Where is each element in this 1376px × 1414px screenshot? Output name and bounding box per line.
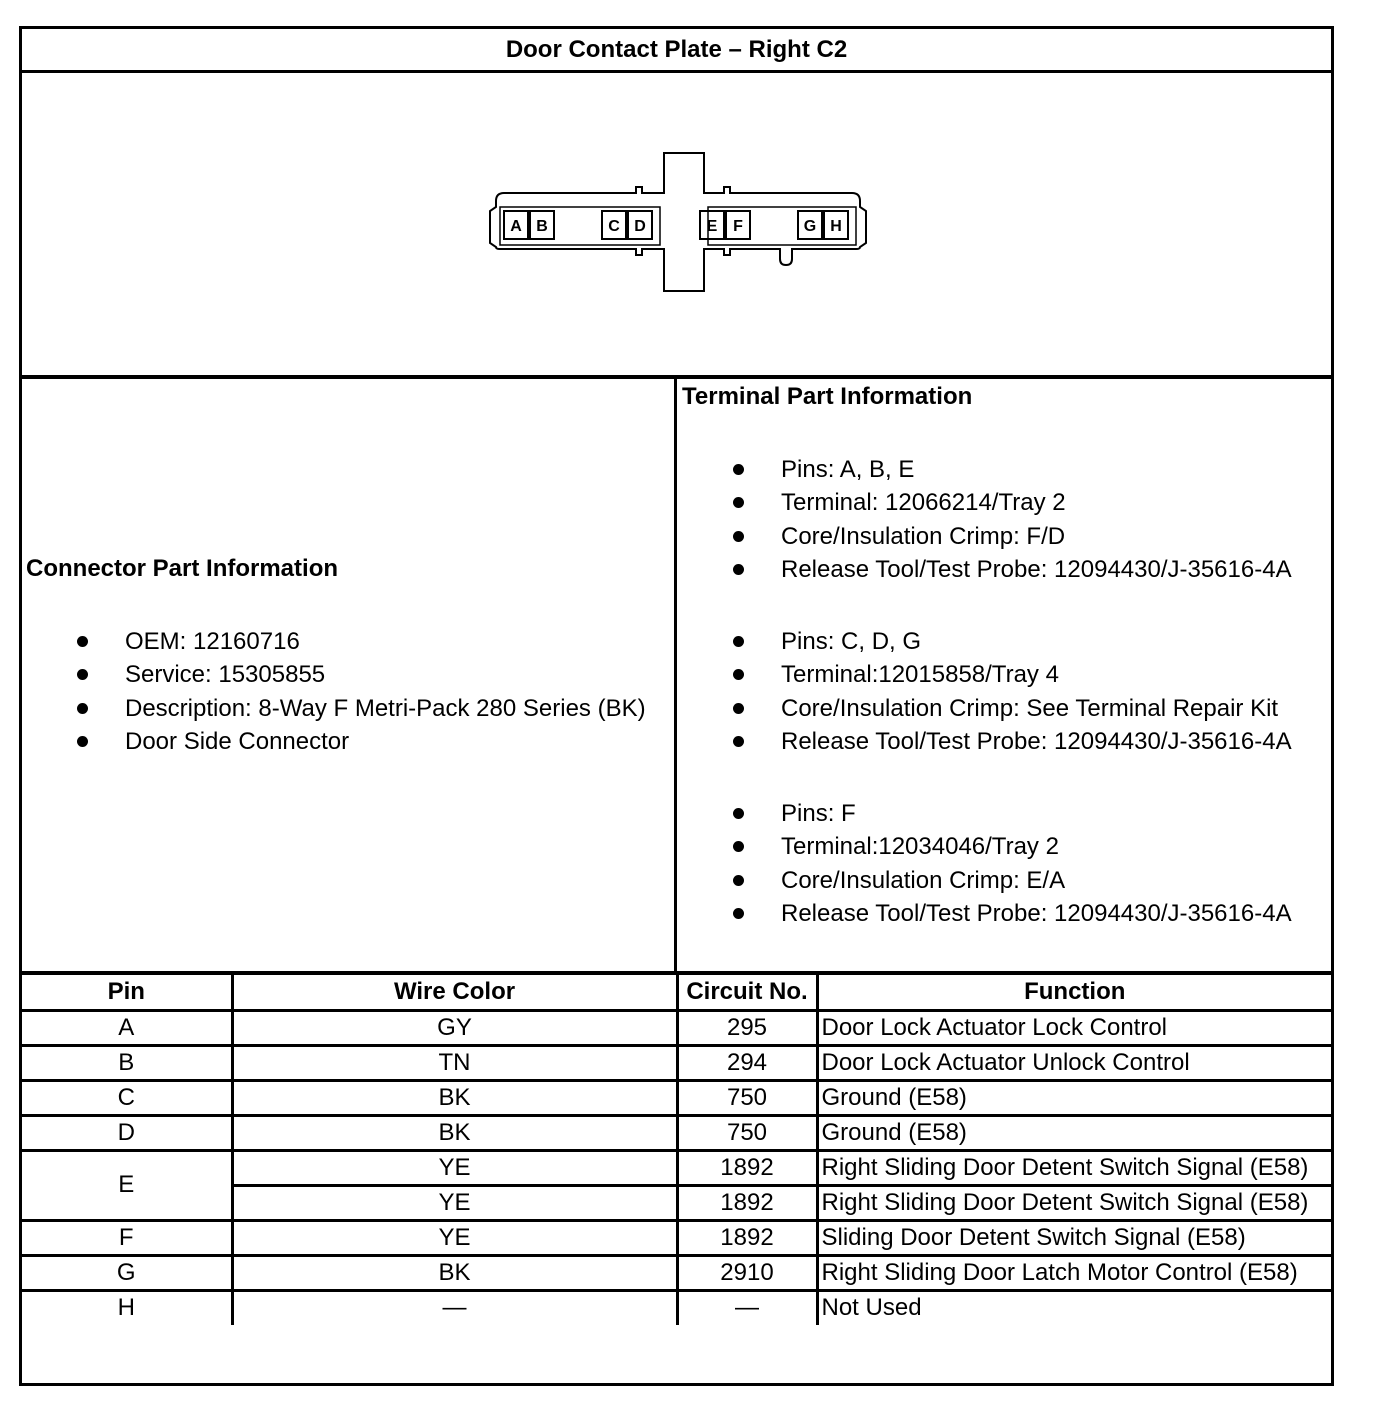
wire-color-cell: YE bbox=[232, 1220, 677, 1255]
table-row bbox=[22, 1080, 1331, 1115]
table-row bbox=[22, 1255, 1331, 1290]
pin-label-a: A bbox=[510, 218, 522, 235]
terminal-part-info: Terminal Part Information Pins: A, B, E Terminal: 12066214/Tray 2 Core/Insulation Crimp: F/D Release Tool/Test Probe: 12094430/J-35616-4A Pins: C, D, G Terminal:12015858/Tray 4 Core/Insulation Crimp: See Terminal Repair Kit Release Tool/Test Probe: 12094430/J-35616-4A Pins: F Terminal:12034046/Tray 2 Core/Insulation Crimp: E/A Release Tool/Test Probe: 12094430/J-35616-4A bbox=[682, 383, 1292, 927]
wire-color-cell: GY bbox=[232, 1010, 677, 1045]
function-cell: Sliding Door Detent Switch Signal (E58) bbox=[817, 1220, 1331, 1255]
pin-label-d: D bbox=[634, 218, 646, 235]
pin-label-h: H bbox=[830, 218, 842, 235]
header-circuit-no: Circuit No. bbox=[677, 975, 817, 1010]
header-wire-color: Wire Color bbox=[232, 975, 677, 1010]
circuit-cell: 2910 bbox=[677, 1255, 817, 1290]
header-function: Function bbox=[817, 975, 1331, 1010]
circuit-cell: 1892 bbox=[677, 1220, 817, 1255]
pin-label-f: F bbox=[733, 218, 743, 235]
pin-cell: C bbox=[22, 1080, 232, 1115]
wire-color-cell: TN bbox=[232, 1045, 677, 1080]
circuit-cell: 294 bbox=[677, 1045, 817, 1080]
wire-color-cell: BK bbox=[232, 1255, 677, 1290]
circuit-cell: 1892 bbox=[677, 1185, 817, 1220]
table-row bbox=[22, 1045, 1331, 1080]
pin-cell: B bbox=[22, 1045, 232, 1080]
function-cell: Door Lock Actuator Unlock Control bbox=[817, 1045, 1331, 1080]
wire-color-cell: — bbox=[232, 1290, 677, 1325]
connector-face-diagram bbox=[22, 73, 1331, 375]
circuit-cell: 750 bbox=[677, 1080, 817, 1115]
connector-part-info: Connector Part Information OEM: 12160716 Service: 15305855 Description: 8-Way F Metri-Pack 280 Series (BK) Door Side Connector bbox=[22, 379, 677, 971]
pin-label-b: B bbox=[536, 218, 548, 235]
function-cell: Right Sliding Door Latch Motor Control (E58) bbox=[817, 1255, 1331, 1290]
pin-table bbox=[22, 971, 1331, 1383]
pin-label-e: E bbox=[706, 218, 718, 235]
pin-cell: G bbox=[22, 1255, 232, 1290]
circuit-cell: — bbox=[677, 1290, 817, 1325]
circuit-cell: 295 bbox=[677, 1010, 817, 1045]
table-row bbox=[22, 1115, 1331, 1150]
function-cell: Ground (E58) bbox=[817, 1080, 1331, 1115]
pin-cell: E bbox=[22, 1150, 232, 1220]
wire-color-cell: YE bbox=[232, 1185, 677, 1220]
function-cell: Door Lock Actuator Lock Control bbox=[817, 1010, 1331, 1045]
pin-label-g: G bbox=[803, 218, 817, 235]
wire-color-cell: BK bbox=[232, 1080, 677, 1115]
wire-color-cell: YE bbox=[232, 1150, 677, 1185]
connector-diagram-area bbox=[22, 73, 1331, 379]
circuit-cell: 750 bbox=[677, 1115, 817, 1150]
function-cell: Right Sliding Door Detent Switch Signal (E58) bbox=[817, 1185, 1331, 1220]
table-row bbox=[22, 1290, 1331, 1325]
pin-label-c: C bbox=[608, 218, 620, 235]
connector-document bbox=[19, 26, 1334, 1386]
table-row bbox=[22, 1220, 1331, 1255]
function-cell: Not Used bbox=[817, 1290, 1331, 1325]
pin-cell: F bbox=[22, 1220, 232, 1255]
header-pin: Pin bbox=[22, 975, 232, 1010]
function-cell: Ground (E58) bbox=[817, 1115, 1331, 1150]
table-header-row bbox=[22, 975, 1331, 1010]
wire-color-cell: BK bbox=[232, 1115, 677, 1150]
page-title: Door Contact Plate – Right C2 bbox=[22, 29, 1331, 73]
pin-cell: D bbox=[22, 1115, 232, 1150]
pin-cell: H bbox=[22, 1290, 232, 1325]
terminal-info-heading: Terminal Part Information bbox=[682, 383, 973, 410]
circuit-cell: 1892 bbox=[677, 1150, 817, 1185]
table-row bbox=[22, 1010, 1331, 1045]
pin-cell: A bbox=[22, 1010, 232, 1045]
connector-info-heading: Connector Part Information bbox=[26, 555, 339, 582]
function-cell: Right Sliding Door Detent Switch Signal (E58) bbox=[817, 1150, 1331, 1185]
table-row bbox=[22, 1150, 1331, 1185]
